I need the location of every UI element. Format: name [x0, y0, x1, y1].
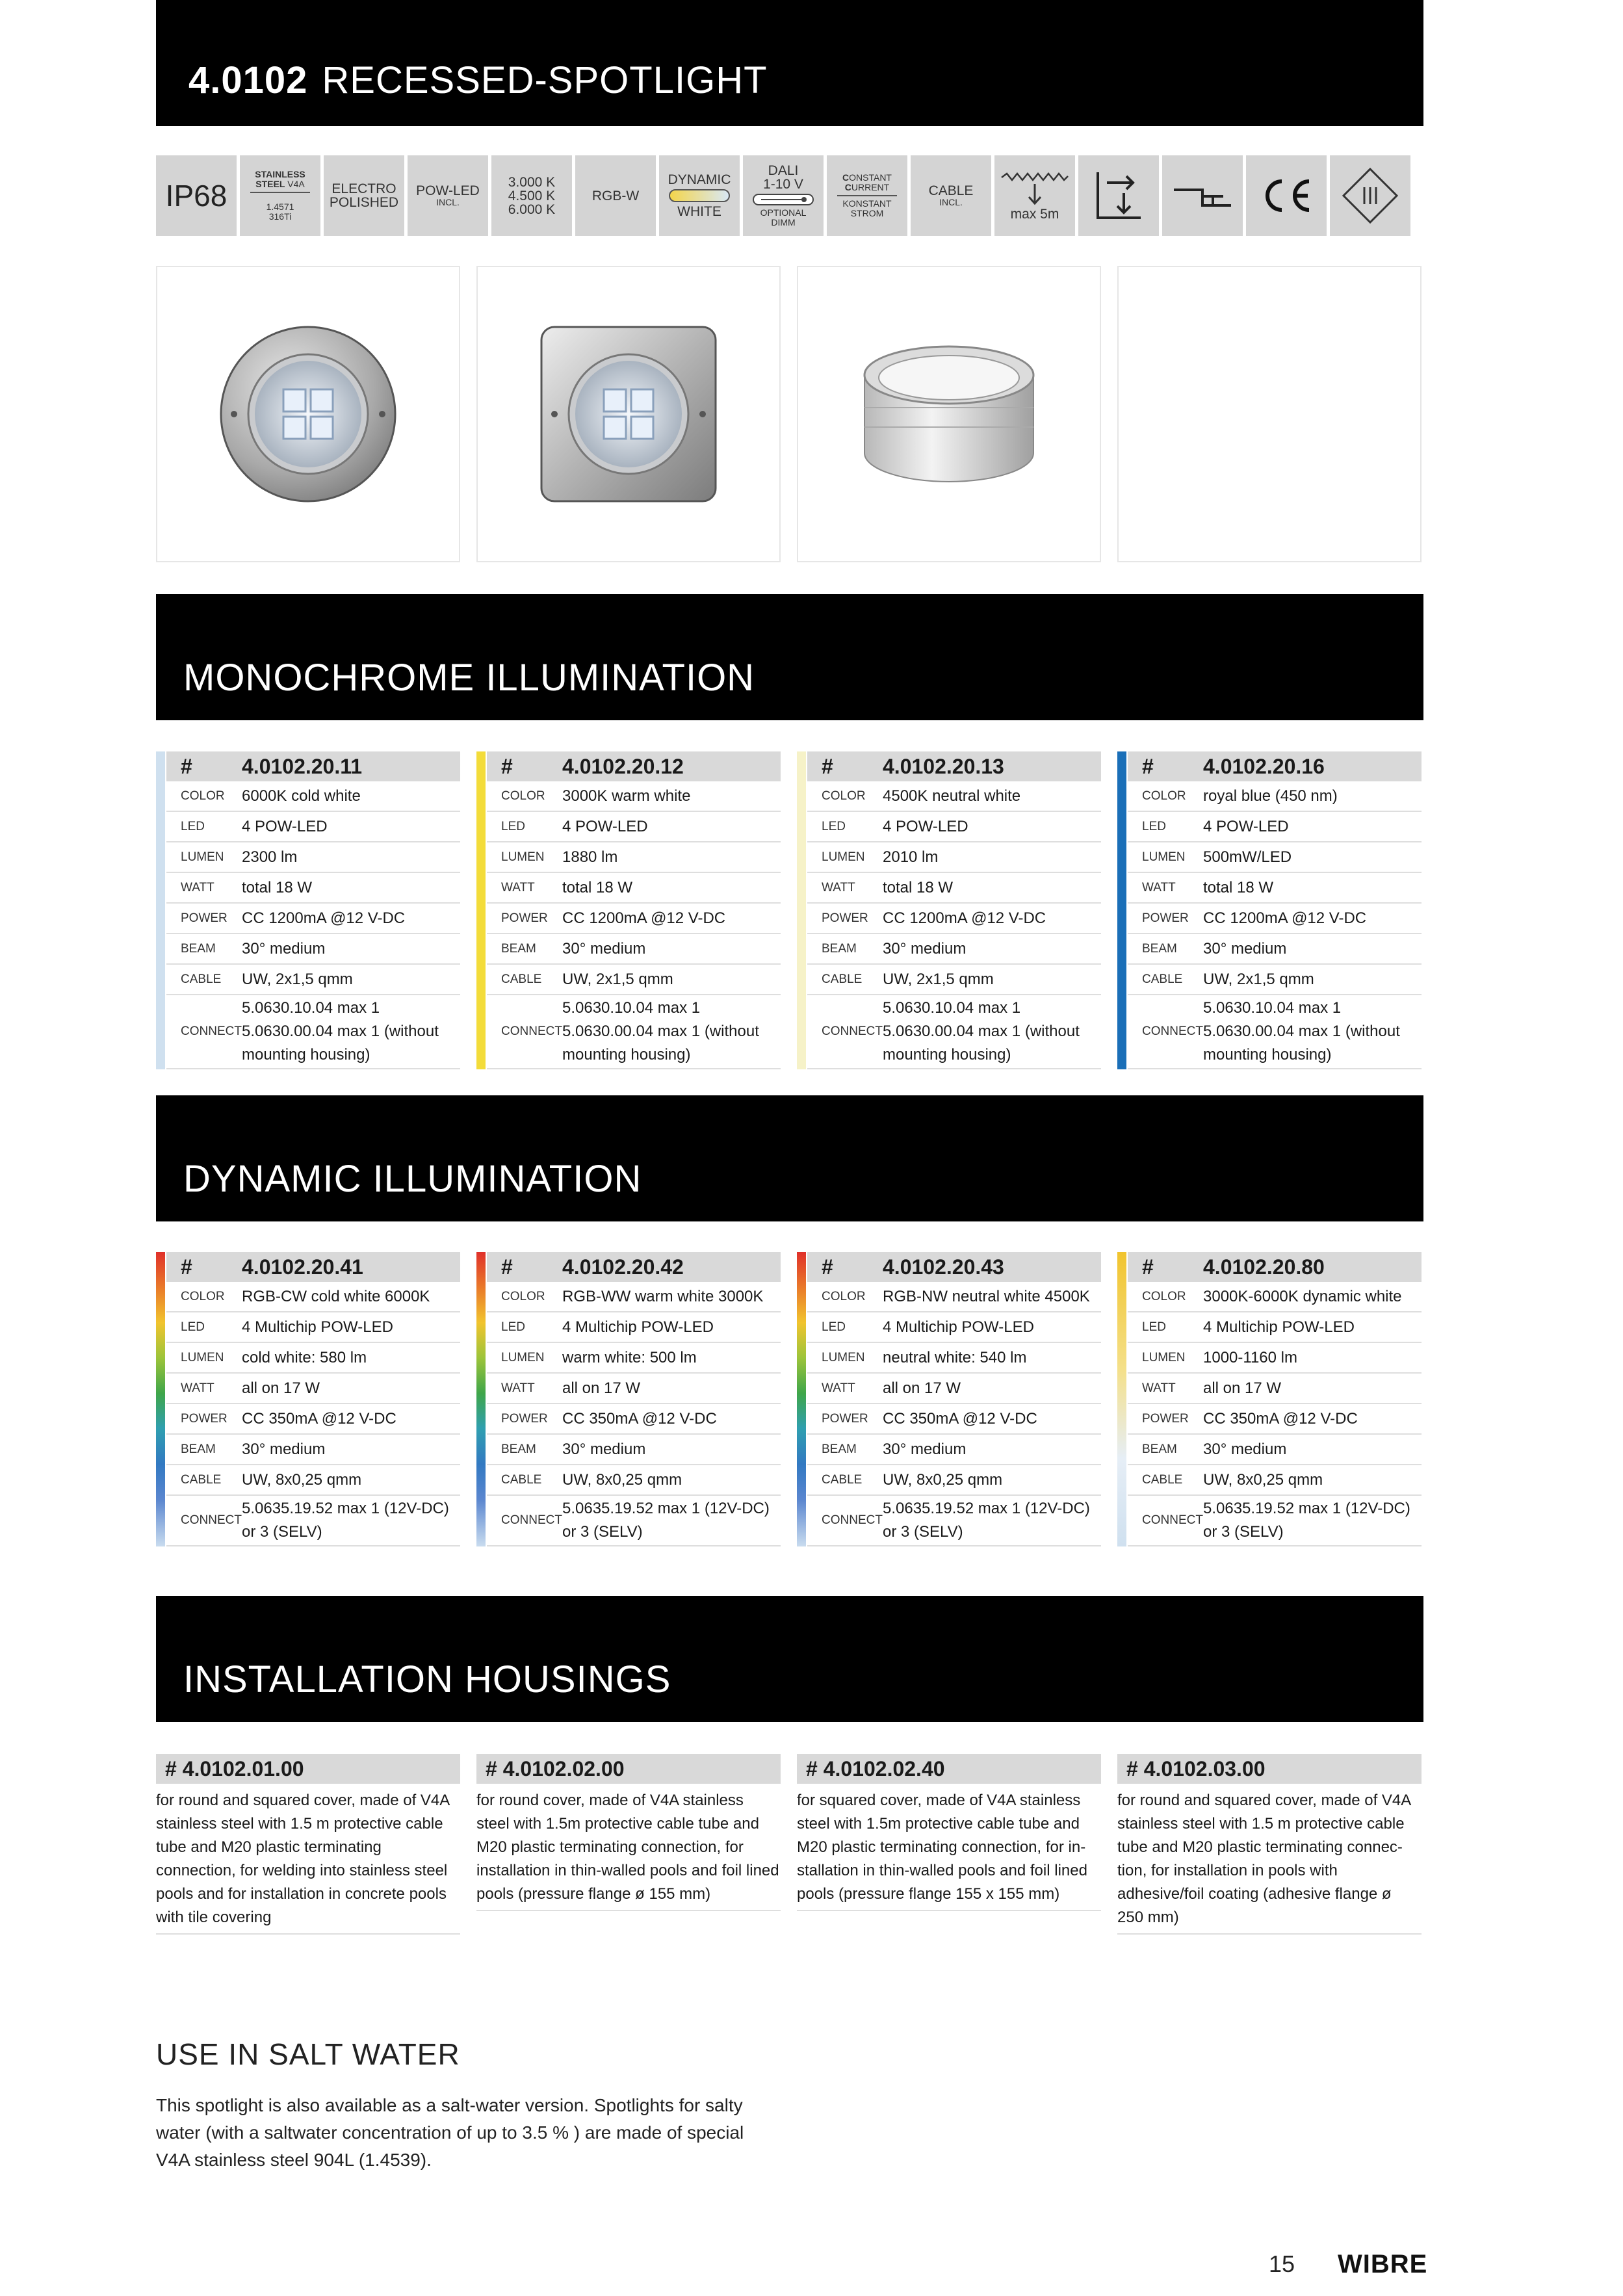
housing-description: for squared cover, made of V4A stainless steel with 1.5m protective cable tube and M20 plastic terminating connection, for in-stallation in thin-walled pools and foil lined pools (pressure flange 155 x 155 mm)	[797, 1784, 1101, 1911]
hash-label: #	[501, 1255, 513, 1279]
spec-value: CC 350mA @12 V-DC	[883, 1409, 1037, 1428]
spec-table	[1117, 751, 1422, 1069]
spec-row-power	[1128, 1404, 1422, 1435]
hash-label: #	[501, 754, 513, 778]
ip68-icon: IP68	[156, 155, 237, 236]
spec-value: 30° medium	[562, 939, 646, 958]
spec-row-color	[1128, 781, 1422, 812]
hash-label: #	[1142, 1255, 1154, 1279]
max-cable-length-icon: max 5m	[994, 155, 1075, 236]
spec-key: CONNECT	[1142, 1024, 1203, 1038]
spec-key: CONNECT	[822, 1513, 883, 1527]
spec-table-header	[807, 1252, 1101, 1282]
spec-row-beam	[166, 1435, 460, 1465]
color-strip	[156, 1252, 165, 1546]
spec-key: COLOR	[1142, 1289, 1186, 1303]
housing-item	[797, 1754, 1101, 1935]
spec-key: BEAM	[1142, 941, 1177, 956]
spec-key: LED	[181, 1320, 205, 1334]
spec-value: UW, 8x0,25 qmm	[242, 1470, 362, 1489]
hash-label: #	[1142, 754, 1154, 778]
housing-description: for round and squared cover, made of V4A stainless steel with 1.5 m protective cable tube and M20 plastic terminating connection, for welding into stainless steel pools and for installation in concrete pools with tile covering	[156, 1784, 460, 1935]
spec-key: CABLE	[1142, 1472, 1183, 1487]
spec-value: RGB-CW cold white 6000K	[242, 1287, 430, 1305]
connect-line-1: 5.0630.10.04 max 1	[242, 999, 380, 1017]
spec-row-color	[807, 1282, 1101, 1312]
spec-row-lumen	[807, 1343, 1101, 1374]
spec-value: all on 17 W	[562, 1379, 641, 1397]
spec-key: LED	[1142, 819, 1166, 833]
spec-key: BEAM	[822, 1442, 857, 1456]
spec-row-lumen	[487, 1343, 781, 1374]
housing-article-number: # 4.0102.02.00	[476, 1754, 781, 1784]
color-strip	[1117, 1252, 1126, 1546]
page-header	[156, 0, 1423, 126]
spec-value: RGB-NW neutral white 4500K	[883, 1287, 1090, 1305]
installation-housings-list	[156, 1754, 1423, 1935]
hash-label: #	[181, 1255, 192, 1279]
spec-value: total 18 W	[883, 878, 954, 896]
spec-row-led	[166, 1312, 460, 1343]
spec-key: WATT	[822, 880, 855, 894]
spec-value: CC 1200mA @12 V-DC	[883, 909, 1046, 927]
dynamic-spec-tables	[156, 1252, 1423, 1546]
ce-mark-icon	[1246, 155, 1327, 236]
spec-row-watt	[807, 1374, 1101, 1404]
spec-value: 4 Multichip POW-LED	[883, 1318, 1034, 1336]
connect-line-1: 5.0630.10.04 max 1	[883, 999, 1021, 1017]
square-cover-image	[476, 266, 781, 562]
spec-key: BEAM	[822, 941, 857, 956]
connect-line-2: 5.0630.00.04 max 1 (without mounting housing)	[883, 1023, 1080, 1063]
spec-value: 4 POW-LED	[1203, 817, 1289, 835]
spec-value: 30° medium	[562, 1440, 646, 1458]
spec-row-connect	[807, 995, 1101, 1069]
spec-row-connect	[487, 995, 781, 1069]
spec-key: CABLE	[822, 1472, 863, 1487]
spec-value: 4 POW-LED	[883, 817, 968, 835]
spec-row-cable	[487, 965, 781, 995]
spec-key: CABLE	[1142, 972, 1183, 986]
spec-row-watt	[166, 873, 460, 904]
section-header-housings: INSTALLATION HOUSINGS	[156, 1596, 1423, 1722]
spec-row-led	[166, 812, 460, 842]
spec-key: LED	[822, 1320, 846, 1334]
spec-key: COLOR	[501, 789, 545, 803]
spec-value: 2010 lm	[883, 848, 939, 866]
rgbw-icon: RGB-W	[575, 155, 656, 236]
spec-value: CC 1200mA @12 V-DC	[1203, 909, 1367, 927]
housing-article-number: # 4.0102.02.40	[797, 1754, 1101, 1784]
connect-line: 5.0635.19.52 max 1 (12V-DC) or 3 (SELV)	[562, 1500, 770, 1541]
spec-row-lumen	[487, 842, 781, 873]
dynamic-white-icon: DYNAMIC WHITE	[659, 155, 740, 236]
article-number: 4.0102.20.80	[1203, 1255, 1325, 1279]
spec-value: 4 POW-LED	[562, 817, 648, 835]
spec-key: LED	[822, 819, 846, 833]
spec-value: 500mW/LED	[1203, 848, 1292, 866]
spec-key: CONNECT	[501, 1024, 562, 1038]
spec-value: CC 1200mA @12 V-DC	[242, 909, 406, 927]
spec-value: 4500K neutral white	[883, 787, 1021, 805]
connect-line-1: 5.0630.10.04 max 1	[562, 999, 701, 1017]
spec-row-watt	[487, 1374, 781, 1404]
recessed-mount-icon	[1162, 155, 1243, 236]
spec-value	[883, 1496, 1101, 1545]
spec-row-beam	[807, 934, 1101, 965]
article-number: 4.0102.20.16	[1203, 754, 1325, 778]
spec-table	[797, 751, 1101, 1069]
spec-key: POWER	[501, 911, 548, 925]
spec-row-cable	[1128, 1465, 1422, 1496]
spec-key: BEAM	[501, 941, 536, 956]
spec-key: LED	[501, 819, 525, 833]
spec-key: WATT	[501, 1381, 535, 1395]
spec-value: 3000K-6000K dynamic white	[1203, 1287, 1402, 1305]
spec-key: BEAM	[501, 1442, 536, 1456]
connect-line: 5.0635.19.52 max 1 (12V-DC) or 3 (SELV)	[242, 1500, 449, 1541]
spec-value: 30° medium	[1203, 1440, 1287, 1458]
spec-key: CONNECT	[822, 1024, 883, 1038]
connect-line-2: 5.0630.00.04 max 1 (without mounting housing)	[242, 1023, 439, 1063]
spec-row-led	[1128, 812, 1422, 842]
spec-row-watt	[166, 1374, 460, 1404]
housing-item	[476, 1754, 781, 1935]
spec-row-led	[807, 812, 1101, 842]
spec-key: CONNECT	[181, 1513, 242, 1527]
spec-key: CONNECT	[1142, 1513, 1203, 1527]
spec-value: UW, 8x0,25 qmm	[883, 1470, 1003, 1489]
spec-key: WATT	[181, 880, 214, 894]
spec-key: WATT	[1142, 880, 1176, 894]
spec-key: COLOR	[1142, 789, 1186, 803]
spec-value: 4 Multichip POW-LED	[242, 1318, 393, 1336]
spec-row-led	[487, 1312, 781, 1343]
spec-row-led	[487, 812, 781, 842]
spec-row-watt	[487, 873, 781, 904]
spec-key: CABLE	[501, 972, 542, 986]
dali-dimm-icon: DALI 1-10 V OPTIONAL DIMM	[743, 155, 824, 236]
spec-key: WATT	[1142, 1381, 1176, 1395]
spec-key: LED	[501, 1320, 525, 1334]
spec-row-led	[807, 1312, 1101, 1343]
spec-row-lumen	[166, 842, 460, 873]
spec-value: 30° medium	[242, 939, 326, 958]
spec-row-beam	[487, 934, 781, 965]
color-strip	[476, 1252, 486, 1546]
spec-table	[476, 1252, 781, 1546]
spec-table-header	[166, 751, 460, 781]
connect-line: 5.0635.19.52 max 1 (12V-DC) or 3 (SELV)	[1203, 1500, 1410, 1541]
spec-row-power	[166, 904, 460, 934]
spec-value: 30° medium	[883, 939, 967, 958]
hash-label: #	[822, 754, 833, 778]
spec-value: total 18 W	[562, 878, 633, 896]
housing-description: for round and squared cover, made of V4A stainless steel with 1.5 m protective cable tube and M20 plastic terminating connec-tion, for installation in pools with adhesive/foil coating (adhesive flange ø 250 mm)	[1117, 1784, 1422, 1935]
spec-value: cold white: 580 lm	[242, 1348, 367, 1366]
spec-key: WATT	[181, 1381, 214, 1395]
spec-row-beam	[487, 1435, 781, 1465]
spec-value: UW, 2x1,5 qmm	[242, 970, 353, 988]
stainless-steel-icon: STAINLESS STEEL V4A 1.4571 316Ti	[240, 155, 320, 236]
spec-key: POWER	[822, 911, 868, 925]
product-title: RECESSED-SPOTLIGHT	[322, 59, 768, 101]
spec-value: 3000K warm white	[562, 787, 691, 805]
spec-row-power	[1128, 904, 1422, 934]
spec-value	[562, 995, 781, 1068]
housing-description: for round cover, made of V4A stainless steel with 1.5m protective cable tube and M20 plastic terminating connection, for installation in thin-walled pools and foil lined pools (pressure flange ø 155 mm)	[476, 1784, 781, 1911]
spec-key: POWER	[501, 1411, 548, 1426]
feature-icon-strip	[156, 155, 1423, 236]
housing-article-number: # 4.0102.01.00	[156, 1754, 460, 1784]
spec-key: LUMEN	[822, 850, 865, 864]
electro-polished-icon: ELECTRO POLISHED	[324, 155, 404, 236]
spec-value: 4 Multichip POW-LED	[562, 1318, 714, 1336]
spec-key: CONNECT	[501, 1513, 562, 1527]
spec-row-cable	[807, 1465, 1101, 1496]
spec-row-cable	[166, 1465, 460, 1496]
spec-value	[1203, 1496, 1422, 1545]
spec-row-color	[1128, 1282, 1422, 1312]
spec-row-connect	[166, 1496, 460, 1546]
spec-value: all on 17 W	[1203, 1379, 1282, 1397]
pow-led-icon: POW-LED INCL.	[408, 155, 488, 236]
product-number: 4.0102	[188, 59, 308, 101]
color-strip	[797, 751, 806, 1069]
spec-row-connect	[166, 995, 460, 1069]
spec-row-beam	[1128, 1435, 1422, 1465]
round-cover-image	[156, 266, 460, 562]
spec-value: UW, 2x1,5 qmm	[1203, 970, 1314, 988]
spec-table	[797, 1252, 1101, 1546]
installation-housing-image	[797, 266, 1101, 562]
section-header-monochrome: MONOCHROME ILLUMINATION	[156, 594, 1423, 720]
spec-value: CC 350mA @12 V-DC	[1203, 1409, 1358, 1428]
spec-row-beam	[166, 934, 460, 965]
spec-row-cable	[807, 965, 1101, 995]
constant-current-icon: CONSTANT CURRENT KONSTANT STROM	[827, 155, 907, 236]
spec-value: UW, 2x1,5 qmm	[562, 970, 673, 988]
housing-item	[1117, 1754, 1422, 1935]
spec-row-color	[487, 781, 781, 812]
spec-key: LUMEN	[181, 850, 224, 864]
housing-item	[156, 1754, 460, 1935]
spec-row-color	[166, 781, 460, 812]
spec-value	[562, 1496, 781, 1545]
spec-value: 1000-1160 lm	[1203, 1348, 1297, 1366]
hash-label: #	[822, 1255, 833, 1279]
spec-key: BEAM	[1142, 1442, 1177, 1456]
spec-row-power	[487, 904, 781, 934]
spec-row-color	[166, 1282, 460, 1312]
spec-table-header	[807, 751, 1101, 781]
cable-included-icon: CABLE INCL.	[911, 155, 991, 236]
spec-value	[242, 995, 460, 1068]
spec-value: CC 350mA @12 V-DC	[562, 1409, 717, 1428]
article-number: 4.0102.20.11	[242, 754, 363, 778]
spec-row-watt	[807, 873, 1101, 904]
spec-value: 2300 lm	[242, 848, 298, 866]
connect-line-2: 5.0630.00.04 max 1 (without mounting housing)	[1203, 1023, 1400, 1063]
spec-key: WATT	[822, 1381, 855, 1395]
spec-row-connect	[1128, 1496, 1422, 1546]
color-strip	[476, 751, 486, 1069]
spec-key: COLOR	[181, 1289, 225, 1303]
salt-water-title: USE IN SALT WATER	[156, 2037, 460, 2071]
spec-row-watt	[1128, 1374, 1422, 1404]
spec-value: CC 1200mA @12 V-DC	[562, 909, 726, 927]
spec-key: CABLE	[181, 972, 222, 986]
color-strip	[797, 1252, 806, 1546]
spec-value: 1880 lm	[562, 848, 618, 866]
spec-table-header	[166, 1252, 460, 1282]
spec-table-header	[487, 1252, 781, 1282]
spec-value: 4 Multichip POW-LED	[1203, 1318, 1355, 1336]
spec-key: POWER	[822, 1411, 868, 1426]
article-number: 4.0102.20.12	[562, 754, 684, 778]
spec-row-connect	[487, 1496, 781, 1546]
spec-value: UW, 2x1,5 qmm	[883, 970, 994, 988]
spec-row-color	[807, 781, 1101, 812]
spec-key: CABLE	[181, 1472, 222, 1487]
spec-row-connect	[1128, 995, 1422, 1069]
spec-key: CABLE	[501, 1472, 542, 1487]
page-number: 15	[1269, 2250, 1295, 2277]
spec-key: BEAM	[181, 941, 216, 956]
spec-value	[883, 995, 1101, 1068]
spec-key: LUMEN	[501, 850, 545, 864]
connect-line-1: 5.0630.10.04 max 1	[1203, 999, 1342, 1017]
wibre-logo: WIBRE	[1338, 2250, 1428, 2278]
spec-value: warm white: 500 lm	[562, 1348, 697, 1366]
spec-key: COLOR	[181, 789, 225, 803]
spec-row-beam	[807, 1435, 1101, 1465]
spec-key: CABLE	[822, 972, 863, 986]
spec-value: neutral white: 540 lm	[883, 1348, 1027, 1366]
spec-value: UW, 8x0,25 qmm	[562, 1470, 682, 1489]
spec-row-power	[807, 1404, 1101, 1435]
spec-value	[1203, 995, 1422, 1068]
spec-row-power	[807, 904, 1101, 934]
spec-key: LED	[1142, 1320, 1166, 1334]
housing-article-number: # 4.0102.03.00	[1117, 1754, 1422, 1784]
spec-table	[1117, 1252, 1422, 1546]
spec-value: all on 17 W	[242, 1379, 320, 1397]
spec-value: royal blue (450 nm)	[1203, 787, 1338, 805]
spec-row-watt	[1128, 873, 1422, 904]
spec-table-header	[487, 751, 781, 781]
spec-value: UW, 8x0,25 qmm	[1203, 1470, 1323, 1489]
spec-row-connect	[807, 1496, 1101, 1546]
connect-line: 5.0635.19.52 max 1 (12V-DC) or 3 (SELV)	[883, 1500, 1090, 1541]
spec-row-cable	[1128, 965, 1422, 995]
spec-row-beam	[1128, 934, 1422, 965]
spec-key: LUMEN	[1142, 1350, 1186, 1364]
spec-value: CC 350mA @12 V-DC	[242, 1409, 396, 1428]
spec-key: COLOR	[822, 1289, 866, 1303]
product-images	[156, 266, 1423, 562]
color-strip	[156, 751, 165, 1069]
spec-value: RGB-WW warm white 3000K	[562, 1287, 764, 1305]
spec-row-power	[487, 1404, 781, 1435]
spec-key: LUMEN	[822, 1350, 865, 1364]
spec-key: LUMEN	[1142, 850, 1186, 864]
spec-value: all on 17 W	[883, 1379, 961, 1397]
spec-row-cable	[166, 965, 460, 995]
spec-row-cable	[487, 1465, 781, 1496]
article-number: 4.0102.20.43	[883, 1255, 1004, 1279]
article-number: 4.0102.20.42	[562, 1255, 684, 1279]
spec-table-header	[1128, 1252, 1422, 1282]
spec-value: total 18 W	[242, 878, 313, 896]
spec-table	[156, 751, 460, 1069]
spec-key: COLOR	[822, 789, 866, 803]
spec-table	[156, 1252, 460, 1546]
installation-arrow-icon	[1078, 155, 1159, 236]
spec-value	[242, 1496, 460, 1545]
article-number: 4.0102.20.41	[242, 1255, 363, 1279]
color-strip	[1117, 751, 1126, 1069]
spec-row-lumen	[1128, 842, 1422, 873]
spec-key: LUMEN	[181, 1350, 224, 1364]
spec-table	[476, 751, 781, 1069]
section-header-dynamic: DYNAMIC ILLUMINATION	[156, 1095, 1423, 1221]
empty-image-slot	[1117, 266, 1422, 562]
spec-row-power	[166, 1404, 460, 1435]
spec-key: CONNECT	[181, 1024, 242, 1038]
spec-table-header	[1128, 751, 1422, 781]
spec-row-color	[487, 1282, 781, 1312]
spec-value: 30° medium	[1203, 939, 1287, 958]
spec-key: LUMEN	[501, 1350, 545, 1364]
spec-key: POWER	[1142, 911, 1189, 925]
spec-key: LED	[181, 819, 205, 833]
spec-value: 4 POW-LED	[242, 817, 328, 835]
spec-key: COLOR	[501, 1289, 545, 1303]
color-temperature-icon: 3.000 K 4.500 K 6.000 K	[491, 155, 572, 236]
hash-label: #	[181, 754, 192, 778]
spec-row-lumen	[1128, 1343, 1422, 1374]
spec-key: POWER	[1142, 1411, 1189, 1426]
spec-row-lumen	[166, 1343, 460, 1374]
spec-row-led	[1128, 1312, 1422, 1343]
spec-key: POWER	[181, 911, 227, 925]
connect-line-2: 5.0630.00.04 max 1 (without mounting housing)	[562, 1023, 759, 1063]
spec-value: 30° medium	[883, 1440, 967, 1458]
spec-value: total 18 W	[1203, 878, 1274, 896]
spec-row-lumen	[807, 842, 1101, 873]
article-number: 4.0102.20.13	[883, 754, 1004, 778]
spec-key: POWER	[181, 1411, 227, 1426]
salt-water-text: This spotlight is also available as a salt-water version. Spotlights for salty water (with a saltwater concentration of up to 3.5 % ) are made of special V4A stainless steel 904L (1.4539).	[156, 2095, 744, 2170]
monochrome-spec-tables	[156, 751, 1423, 1069]
protection-class-iii-icon	[1330, 155, 1410, 236]
spec-key: WATT	[501, 880, 535, 894]
spec-value: 30° medium	[242, 1440, 326, 1458]
spec-key: BEAM	[181, 1442, 216, 1456]
spec-value: 6000K cold white	[242, 787, 361, 805]
